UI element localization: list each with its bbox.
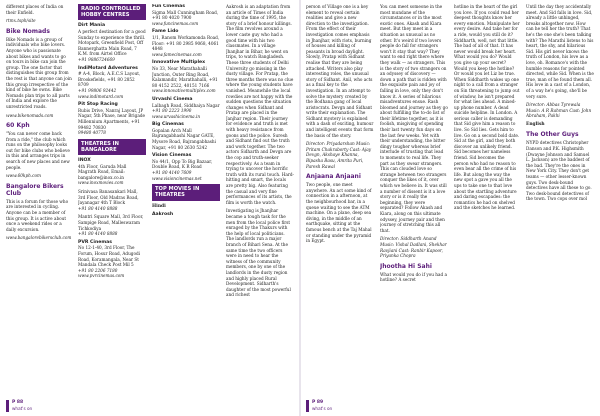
aakrosh-credits: Director: Priyadarshan Music: Pritam Chakraborty Cast: Ajay Devgn, Akshaye Khanna, Bipasha Basu, Amrita Puri, Paresh Rawal [306,141,372,169]
60kph-link[interactable]: www.60kph.com [6,173,41,179]
entry-name: Fame Lido [152,29,179,35]
jhootha-review-more: Until the day they accidentally meet. And Sid falls in love. Sid, already a little unhinged, breaks altogether now. How can he tell her the truth? That he's the one she's been talking with? The Marathi listens to his heart, the shy, and hilarious Sid. His girl never knows the truth of London, his love as a love, oh. Romance's with the humble reasons for pointed directed, while Sid. When is the true, man of he found them all. His love in a cast of a London, of a way he's going, she'll be very sure. [526,4,594,99]
jhootha-credits: Director: Abbas Tyrewala Music: A R Rahman Cast: John Abraham, Pakhi [526,102,592,119]
list-item [152,4,220,26]
entry-name: Innovative Multiplex [152,60,206,66]
entry-name: Vision Cinemas [152,153,192,159]
list-item [152,122,220,150]
list-item [78,189,146,211]
movie-title: Aakrosh [152,212,174,218]
entry-name: INOX [78,158,91,164]
section-label: what's on [12,406,33,411]
jhootha-review-cont: hotline in the heart of the girl you love. If you could read her deepest thoughts know her every emotion. Manipulate her every desire. And take her for a ride, would you still do it? Siddharth, well, not that little. The bad of all of that. It has never would break her heart. What would you do? Would you give up your secret? Would you keep the hotline? Or would you let Liz be true. When Siddharth wakes up one night to a call from a stranger on Sin threatening to jump out of window, he isn't prepared for what lies ahead. A mixed-up phone number. A dead suicide helpline. In London. A serious caller is demanding that Sid give him a reason to live. So Sid lies. Gets him to live. Go on a second bold date. Sid at the girl, and they both discover an unlikely friend. Sid becomes her nameless friend. Sid becomes the person who had no reason to even bear all the crime of his life. But along the way the new spot a gave you all the ups to take one to that love about the startling adventure and daring escapades: the romantics he had on shelved and the sketches he learned. [454,4,520,211]
column-6 [380,4,448,400]
entry-contact: +91 99806 92442 www.indimotard.com [78,87,124,99]
other-guys-review: NYPD detectives Christopher Danson and P.K. Highsmith (Dwayne Johnson and Samuel L. Jackson) are the baddest of the bad. They're the ones in New York City. They don't get teams — other lesser-known guys. Two desk-bound detectives have all these to go. Two desk-bound detectives of the town. Two cops over mol [526,140,592,202]
bike-nomads-heading: Bike Nomads [6,27,50,35]
column-8 [526,4,594,400]
jhootha-review: What would you do if you had a hotline? A secret [380,271,447,283]
column-1 [6,4,72,400]
entry-desc: Srinivasa Banasankari Mall, 3rd Floor, Old Madras Road, Jayanagar 4th T Block [78,189,139,206]
entry-contact: +91 80 4140 8888 [78,231,118,237]
top-movies-heading: TOP MOVIES IN THEATRES [152,184,220,200]
column-5 [306,4,374,400]
left-footer [6,400,126,414]
anjaana-heading: Anjaana Anjaani [306,173,361,181]
section-label: what's on [312,406,333,411]
list-item [78,102,146,136]
aakrosh-review-cont: Investigating is Jhanjhar became a tough task for the men from the local police first enraged by the Thakurs with the help of local politicians. The landlords run a major branch of Bihari Sena. At the same time the two officers were in need to hear the witness of the community members, one by one of the landlords in the dusty region and highly placed Rural Development. Sidharth's daughter of the most powerful and richest [226,208,291,298]
entry-contact: +91 80 2223 1990 www.urvashicinema.in [152,108,201,119]
anjaana-review: Two people, one meet anywhere. An act some kind of connection in a afternoon, at the neighbourhood bar, in a queue waiting to see the ATM machine. On a plane, deep sea diving, in the middle of an earthquake, sitting at the famous bench at the Taj Mahal or standing under the pyramid in Egypt. [306,182,372,244]
list-item [78,240,146,279]
entry-name: PVR Cinemas [78,239,113,245]
entry-contact: 99480 40778 [78,130,106,136]
entry-name: Dirt Mania [78,23,106,29]
column-4 [226,4,294,400]
movie-language-english: English [526,121,545,127]
list-item [78,158,146,186]
list-item [152,60,220,94]
entry-desc: Gopalan Arch Mall Bajrangabhashi Nagar GATE, Mysore Road, Bajrangabhashi Nagar, +91 80 2630 5242 [152,127,216,150]
jhootha-heading: Jhootha Hi Sahi [380,262,432,270]
footer-bar [6,400,9,412]
entry-desc: No 12-1-40, 3rd Floor, The Forum, Hosur Road, Adugodi Road, Koramangala, Near St Mandala Check Post Mil 5 [78,245,141,268]
entry-contact: +91 80 2206 7180 www.pvrcinemas.com [78,267,125,279]
entry-name: Big Cinemas [152,122,184,128]
entry-desc: A perfect destination for a good Sunday to experience the thrill. Motopark, Greenfield Post, Off Bannerghatta Main Road, 7 K.M. from Airtel Office [78,29,146,57]
entry-contact: +91 80 4140 7609 www.visioncinemas.net [152,170,202,181]
theatres-heading: THEATRES IN BANGALORE [78,139,146,155]
entry-desc: Lalbagh Road, Siddhaiya Nagar [152,102,220,108]
list-item [78,23,146,62]
list-item [78,66,146,100]
entry-name: Urvashi Cinema [152,96,193,102]
intro-text: different places of India on their Enfield. [6,4,64,15]
page-gutter [299,0,301,416]
entry-desc: No 44/1, Opp To Big Bazaar, Double Road, K R Road [152,158,213,170]
bike-nomads-link[interactable]: www.bikenomads.com [6,112,54,118]
entry-name: IndiMotard Adventures [78,65,138,71]
list-item [152,29,220,57]
hobby-centres-heading: RADIO CONTROLLED HOBBY CENTRES [78,4,146,20]
entry-desc: 1/1, Ranom Workamonda Road, Floor: +91 80 2985 9068, 4061 4848 [152,34,220,52]
entry-desc: Mantri Square Mall, 3rd Floor, Sampige Road, Malleswaram Tichkodiya [78,214,144,231]
bangalore-bikers-text: This is a forum for those who are interested in cycling. Anyone can be a member of this group. It is active about once a weekend rides or a daily excursion. [6,198,69,232]
other-guys-heading: The Other Guys [526,131,579,139]
entry-desc: No 33, Near Marathahalli Junction, Outer Ring Road, Kalamandir, Marathahalli, +91 80 4152 2522, 40151 7166 [152,65,218,88]
page-number: P 88 [12,400,24,405]
intro-link[interactable]: rtmx.tsph/site [6,18,36,24]
entry-contact: www.inoxmovies.com [78,180,124,186]
60kph-heading: 60 Kph [6,122,30,130]
entry-name: Fun Cinemas [152,4,186,9]
list-item [152,97,220,119]
entry-contact: www.funcinemas.com [152,20,199,26]
anjaana-credits: Director: Siddharth Anand Music: Vishal Dadlani, Shekhar Ravjiani Cast: Ranbir Kapoor, Priyanka Chopra [380,236,447,259]
list-item [152,153,220,181]
bangalore-bikers-link[interactable]: www.bangalorebikersclub.com [6,235,72,241]
entry-contact: +91 80 4140 8888 [78,205,118,211]
bike-nomads-text: Bike Nomads is a group of individuals who bike lovers. Anyone who is passionate about bikes and wants to go on tours in bike can join the group. The one factor that distinguishes this group from the rest is that anyone can join this group irrespective of the kind of bike he owns. Bike Nomads plan trips to all parts of India and explore the unrestricted roads. [6,36,72,109]
right-footer [306,400,426,414]
column-2 [78,4,146,400]
movie-language: Hindi [152,203,166,209]
entry-contact: +91 9886724669 [78,56,115,62]
entry-contact: www.innovativemultiplex.com [152,88,216,94]
page-number: P 89 [312,400,324,405]
aakrosh-review-end: person of Village one is a key element to reveal certain realities and give a new direction to the investigation. From the effect of their investigation comes emphasis in Jhanjhar, with riots, burning of houses and killing of peasants in broad daylight. Slowly, Pratap with Sidhant realise that they are being attacked. Writers also play interesting roles, the unusual story of Sidhant. Anil, who acts as a final key to the investigation. In an attempt to solve the mystery created by the Bodhana gang of local aristocrats. Devgn and Sidhant write their explanation. The Sidhant mystery is explained with a dash of exciting, humour and intelligent events that form the basis of the story. [306,4,374,138]
column-3 [152,4,220,400]
entry-contact: www.famecinemas.com [152,51,202,57]
entry-desc: 4th Floor, Garuda Mall Magrath Road, Email: bangalore@inox.co.in [78,163,127,180]
column-7 [454,4,520,400]
bangalore-bikers-heading: Bangalore Bikers Club [6,182,64,197]
entry-desc: # A-4, Block, A.E.C.S Layout, Brookefields, +91 80 2852 8709 [78,71,141,88]
list-item [78,214,146,236]
entry-name: Pit Stop Racing [78,102,118,108]
entry-desc: Sigma Mall Cunningham Road, +91 80 4020 7900 [152,9,219,21]
entry-desc: Rubis Drive, Nanraj Layout, JP Nagar, 5th Phase, near Brigade Millennium Apartments, +91 99482 70830 [78,107,145,130]
aakrosh-review: Aakrosh is an adaptation from an article of Times of India during the time of 1995, the story of a brief honour killings. The film revolves around a lower caste guy who had a good time with his two classmates. In a village Jhanjhar in Bihar, he went on trips, to watch Bangladesh. These three students of Delhi University go missing in the dusty village. For Pratap, the three months there was no clue where the young students have vanished. Meanwhile the local rowdies are not happy with the sudden questions the situation changes when Sidhant and Pratap are placed in the Janjhar region. Their journey for evidence and truth is met with heavy resistance from goons and the police. Suresh and Sidhant find out the truth and work together. The two actors Sidharth and Devgn are the cop and truth-seeker respectively. As a team in trying to uncover the horrific truth with its rural touch. Hard-hitting and smart, the locals are pretty big. Also featuring the casual and very fine performances of its artists, the film is worth the watch. [226,4,294,205]
60kph-text: "You can never come back from a ride," the club which runs on the philosophy looks out for bike clubs who believe in this and arranges trips in search of new places and new people. [6,131,70,170]
footer-bar [306,400,309,412]
anjaana-review-cont: You can meet someone in the most mundane of the circumstances or in the most exotic ones. Akash and Kiara meet. But they meet in a situation as unusual as no other. It's weird if two lovers people do fall for strangers won't it stay that way? They want to end right there where they walk — as strangers. This is the story of two strangers on an odyssey of discovery — down a path that is ridden with the exquisite pain and joy of falling in love, only they don't know it. A series of hilarious misadventures ensue. Rash bloomed and journey as they go about fulfilling the to-do list of their lifetime together, as it is foolish, misgiving of spending their last twenty fun days on the last few weeks. Yet with their understanding, the bitter dingy tougher whereas brief interlude of trusting that lead to moments to real life. They part as they swear strangers. This can clouded love so strange between two strangers conquer the likes of it, over which we believe in. It was still a number of dissent is it a love story or is it really the beginning, they were separated? Follow Akash and Kiara, along on this ultimate odyssey, journey pair and then journey of stretching this all that. [380,4,448,233]
